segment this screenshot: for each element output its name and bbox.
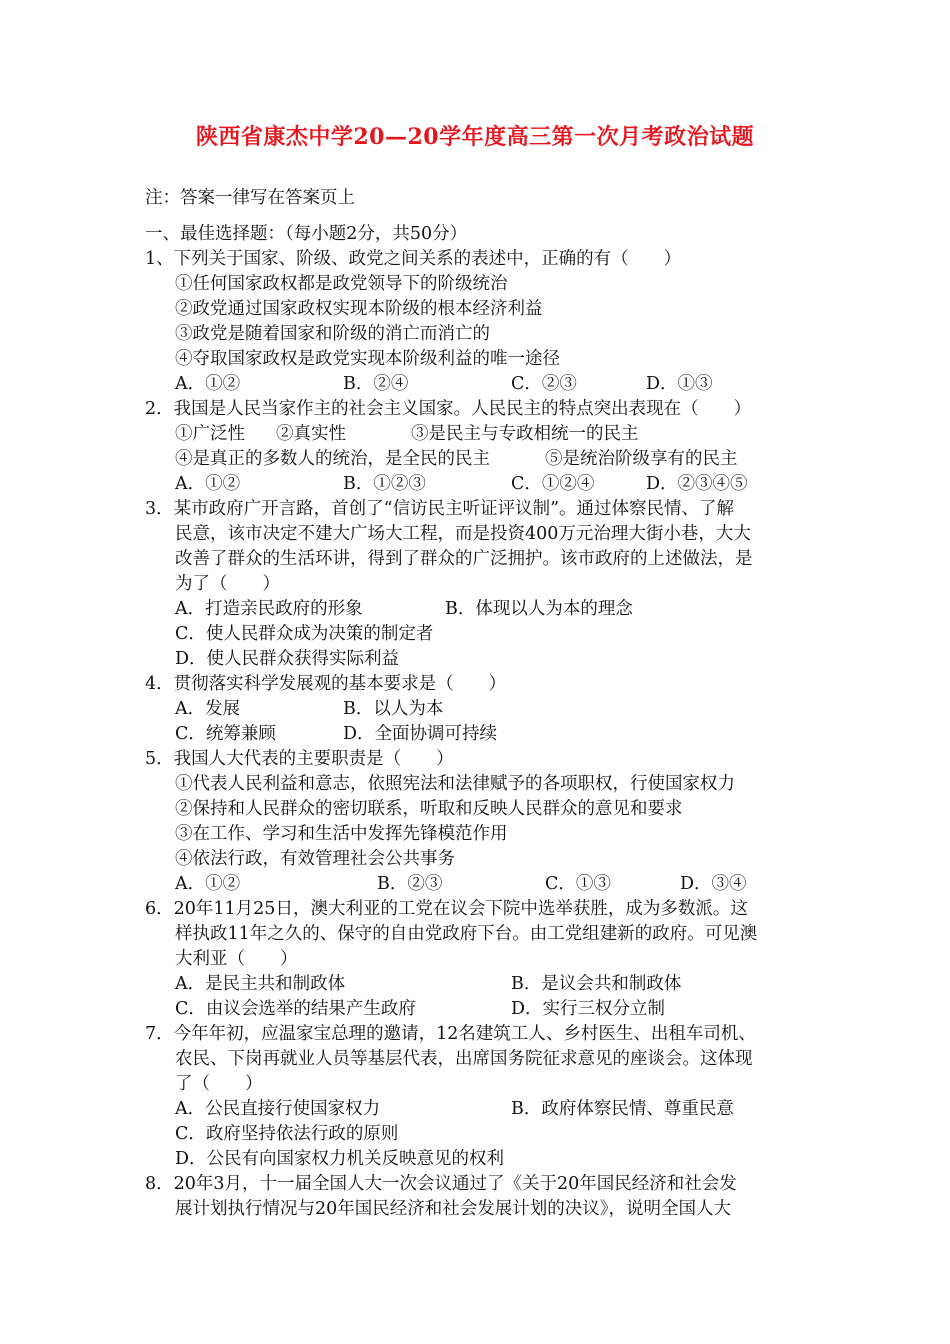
- question-4-stem: 4．贯彻落实科学发展观的基本要求是（ ）: [145, 674, 507, 694]
- question-7-option-b: B．政府体察民情、尊重民意: [511, 1099, 734, 1119]
- question-7-stem: 了（ ）: [175, 1074, 263, 1094]
- question-2-option-a: A．①②: [175, 474, 241, 494]
- question-1-item: ②政党通过国家政权实现本阶级的根本经济利益: [175, 299, 543, 319]
- question-1-option-a: A．①②: [175, 374, 241, 394]
- question-5-item: ③在工作、学习和生活中发挥先锋模范作用: [175, 824, 508, 844]
- question-2-item: ④是真正的多数人的统治，是全民的民主: [175, 449, 490, 469]
- question-3-option-c: C．使人民群众成为决策的制定者: [175, 624, 434, 644]
- question-6-option-b: B．是议会共和制政体: [511, 974, 682, 994]
- question-3-stem: 改善了群众的生活环讲，得到了群众的广泛拥护。该市政府的上述做法，是: [175, 549, 753, 569]
- question-2-item: ②真实性: [276, 424, 346, 444]
- question-4-option-d: D．全面协调可持续: [343, 724, 498, 744]
- question-6-option-a: A．是民主共和制政体: [175, 974, 346, 994]
- question-3-stem: 民意，该市决定不建大广场大工程，而是投资400万元治理大街小巷，大大: [175, 524, 751, 544]
- section-heading: 一、最佳选择题：（每小题2分，共50分）: [145, 224, 468, 244]
- question-1-item: ④夺取国家政权是政党实现本阶级利益的唯一途径: [175, 349, 560, 369]
- question-7-option-a: A．公民直接行使国家权力: [175, 1099, 381, 1119]
- question-3-stem: 为了（ ）: [175, 574, 280, 594]
- question-5-stem: 5．我国人大代表的主要职责是（ ）: [145, 749, 454, 769]
- question-2-item: ①广泛性: [175, 424, 245, 444]
- question-6-option-c: C．由议会选举的结果产生政府: [175, 999, 416, 1019]
- question-1-option-b: B．②④: [343, 374, 409, 394]
- question-8-stem: 展计划执行情况与20年国民经济和社会发展计划的决议》，说明全国人大: [175, 1199, 732, 1219]
- question-2-item: ⑤是统治阶级享有的民主: [545, 449, 738, 469]
- question-5-item: ①代表人民利益和意志，依照宪法和法律赋予的各项职权，行使国家权力: [175, 774, 735, 794]
- question-7-stem: 7．今年年初，应温家宝总理的邀请，12名建筑工人、乡村医生、出租车司机、: [145, 1024, 756, 1044]
- question-7-option-c: C．政府坚持依法行政的原则: [175, 1124, 399, 1144]
- question-1-stem: 1、下列关于国家、阶级、政党之间关系的表述中，正确的有（ ）: [145, 249, 682, 269]
- question-6-option-d: D．实行三权分立制: [511, 999, 666, 1019]
- question-5-option-d: D．③④: [680, 874, 747, 894]
- question-6-stem: 样执政11年之久的、保守的自由党政府下台。由工党组建新的政府。可见澳: [175, 924, 758, 944]
- question-4-option-c: C．统筹兼顾: [175, 724, 276, 744]
- answer-note: 注：答案一律写在答案页上: [145, 188, 355, 208]
- question-2-option-c: C．①②④: [511, 474, 595, 494]
- question-3-stem: 3．某市政府广开言路，首创了“信访民主听证评议制”。通过体察民情、了解: [145, 499, 735, 519]
- question-4-option-b: B．以人为本: [343, 699, 444, 719]
- question-2-stem: 2．我国是人民当家作主的社会主义国家。人民民主的特点突出表现在（ ）: [145, 399, 752, 419]
- question-2-item: ③是民主与专政相统一的民主: [411, 424, 639, 444]
- question-5-option-a: A．①②: [175, 874, 241, 894]
- question-2-option-d: D．②③④⑤: [646, 474, 748, 494]
- question-2-option-b: B．①②③: [343, 474, 426, 494]
- question-7-option-d: D．公民有向国家权力机关反映意见的权利: [175, 1149, 505, 1169]
- question-5-item: ④依法行政，有效管理社会公共事务: [175, 849, 455, 869]
- question-1-option-c: C．②③: [511, 374, 577, 394]
- question-6-stem: 6．20年11月25日，澳大利亚的工党在议会下院中选举获胜，成为多数派。这: [145, 899, 748, 919]
- question-8-stem: 8．20年3月，十一届全国人大一次会议通过了《关于20年国民经济和社会发: [145, 1174, 737, 1194]
- question-1-item: ①任何国家政权都是政党领导下的阶级统治: [175, 274, 508, 294]
- question-7-stem: 农民、下岗再就业人员等基层代表，出席国务院征求意见的座谈会。这体现: [175, 1049, 753, 1069]
- question-5-item: ②保持和人民群众的密切联系，听取和反映人民群众的意见和要求: [175, 799, 683, 819]
- page-title: 陕西省康杰中学20—20学年度高三第一次月考政治试题: [195, 124, 755, 150]
- question-5-option-c: C．①③: [545, 874, 611, 894]
- question-3-option-d: D．使人民群众获得实际利益: [175, 649, 400, 669]
- question-3-option-a: A．打造亲民政府的形象: [175, 599, 363, 619]
- question-3-option-b: B．体现以人为本的理念: [445, 599, 633, 619]
- question-6-stem: 大利亚（ ）: [175, 949, 298, 969]
- question-5-option-b: B．②③: [377, 874, 443, 894]
- question-1-item: ③政党是随着国家和阶级的消亡而消亡的: [175, 324, 490, 344]
- question-1-option-d: D．①③: [646, 374, 713, 394]
- question-4-option-a: A．发展: [175, 699, 241, 719]
